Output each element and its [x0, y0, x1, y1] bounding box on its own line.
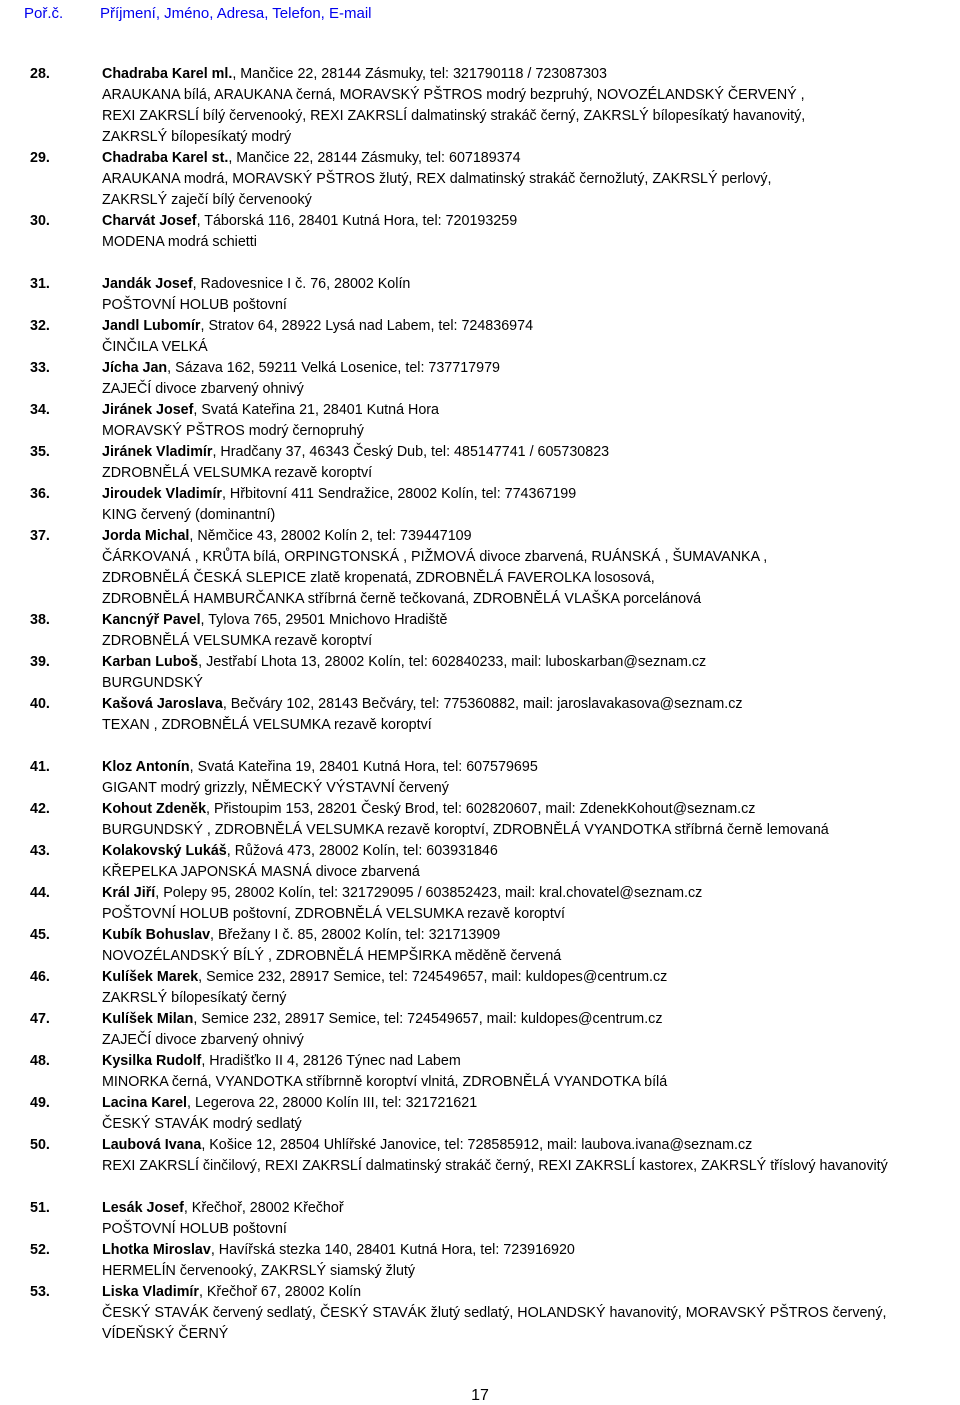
entry-number: 30.: [30, 213, 50, 229]
table-header: [0, 0, 960, 30]
breed-list-line: POŠTOVNÍ HOLUB poštovní: [102, 1221, 287, 1237]
column-header-details: Příjmení, Jméno, Adresa, Telefon, E-mail: [100, 5, 372, 22]
entry-body: [102, 316, 942, 358]
entry-contact-line: [102, 64, 942, 85]
breed-list-line: ZAKRSLÝ bílopesíkatý černý: [102, 990, 287, 1006]
list-item: [0, 799, 960, 841]
entry-number: 53.: [30, 1284, 50, 1300]
entry-body: [102, 211, 942, 253]
entry-contact-line: [102, 1135, 942, 1156]
entry-contact-line: [102, 526, 942, 547]
breeder-contact: , Hradčany 37, 46343 Český Dub, tel: 485147741 / 605730823: [212, 444, 610, 460]
spacer: [0, 736, 960, 757]
entry-number: 46.: [30, 969, 50, 985]
breed-list-line: VÍDEŇSKÝ ČERNÝ: [102, 1326, 229, 1342]
breeder-name: Kašová Jaroslava: [102, 696, 223, 712]
breed-list-line: ČESKÝ STAVÁK modrý sedlatý: [102, 1116, 302, 1132]
entry-contact-line: [102, 1009, 942, 1030]
breeder-contact: , Přistoupim 153, 28201 Český Brod, tel: 602820607, mail: ZdenekKohout@seznam.cz: [206, 801, 756, 817]
breeder-contact: , Křečhoř, 28002 Křečhoř: [183, 1200, 344, 1216]
entry-body: [102, 1240, 942, 1282]
breeder-name: Kysilka Rudolf: [102, 1053, 202, 1069]
entry-contact-line: [102, 925, 942, 946]
entry-body: [102, 358, 942, 400]
entry-contact-line: [102, 1282, 942, 1303]
breeder-contact: , Sázava 162, 59211 Velká Losenice, tel: 737717979: [167, 360, 500, 376]
breeder-contact: , Křečhoř 67, 28002 Kolín: [198, 1284, 362, 1300]
list-item: [0, 757, 960, 799]
entry-contact-line: [102, 799, 942, 820]
entry-number: 45.: [30, 927, 50, 943]
list-item: [0, 1240, 960, 1282]
breeder-contact: , Tylova 765, 29501 Mnichovo Hradiště: [200, 612, 448, 628]
list-item: [0, 1093, 960, 1135]
entry-body: [102, 148, 942, 211]
breed-list-line: REXI ZAKRSLÍ činčilový, REXI ZAKRSLÍ dalmatinský strakáč černý, REXI ZAKRSLÍ kastorex, ZAKRSLÝ tříslový havanovitý: [102, 1158, 888, 1174]
breeder-name: Chadraba Karel st.: [102, 150, 229, 166]
breeder-name: Lacina Karel: [102, 1095, 188, 1111]
breed-list-line: ZDROBNĚLÁ VELSUMKA rezavě koroptví: [102, 633, 373, 649]
entry-body: [102, 526, 942, 610]
breed-list-line: ARAUKANA modrá, MORAVSKÝ PŠTROS žlutý, REX dalmatinský strakáč černožlutý, ZAKRSLÝ perlový,: [102, 171, 772, 187]
breed-list-line: KŘEPELKA JAPONSKÁ MASNÁ divoce zbarvená: [102, 864, 420, 880]
breeder-name: Chadraba Karel ml.: [102, 66, 233, 82]
entry-contact-line: [102, 610, 942, 631]
breed-list-line: ZDROBNĚLÁ ČESKÁ SLEPICE zlatě kropenatá, ZDROBNĚLÁ FAVEROLKA lososová,: [102, 570, 655, 586]
list-item: [0, 841, 960, 883]
breeder-name: Kloz Antonín: [102, 759, 190, 775]
breed-list-line: TEXAN , ZDROBNĚLÁ VELSUMKA rezavě koroptví: [102, 717, 432, 733]
breed-list-line: ZAKRSLÝ zaječí bílý červenooký: [102, 192, 312, 208]
list-item: [0, 484, 960, 526]
page-number: 17: [471, 1387, 489, 1404]
breeder-name: Laubová Ivana: [102, 1137, 202, 1153]
list-item: [0, 610, 960, 652]
entry-number: 28.: [30, 66, 50, 82]
breeder-name: Jícha Jan: [102, 360, 168, 376]
entry-number: 33.: [30, 360, 50, 376]
breeder-name: Král Jiří: [102, 885, 156, 901]
breeder-name: Charvát Josef: [102, 213, 197, 229]
breed-list-line: MORAVSKÝ PŠTROS modrý černopruhý: [102, 423, 364, 439]
entry-contact-line: [102, 1240, 942, 1261]
breed-list-line: ČÁRKOVANÁ , KRŮTA bílá, ORPINGTONSKÁ , PIŽMOVÁ divoce zbarvená, RUÁNSKÁ , ŠUMAVANKA ,: [102, 549, 768, 565]
entry-body: [102, 1198, 942, 1240]
entry-number: 49.: [30, 1095, 50, 1111]
entry-body: [102, 484, 942, 526]
entry-number: 38.: [30, 612, 50, 628]
breeder-name: Kohout Zdeněk: [102, 801, 207, 817]
list-item: [0, 652, 960, 694]
entry-body: [102, 274, 942, 316]
breed-list-line: BURGUNDSKÝ , ZDROBNĚLÁ VELSUMKA rezavě koroptví, ZDROBNĚLÁ VYANDOTKA stříbrná černě lemovaná: [102, 822, 829, 838]
entry-number: 36.: [30, 486, 50, 502]
entry-number: 39.: [30, 654, 50, 670]
breed-list-line: HERMELÍN červenooký, ZAKRSLÝ siamský žlutý: [102, 1263, 416, 1279]
breeder-contact: , Semice 232, 28917 Semice, tel: 724549657, mail: kuldopes@centrum.cz: [198, 969, 668, 985]
entry-body: [102, 1093, 942, 1135]
entry-number: 34.: [30, 402, 50, 418]
entry-contact-line: [102, 652, 942, 673]
entry-number: 37.: [30, 528, 50, 544]
breed-list-line: ZDROBNĚLÁ VELSUMKA rezavě koroptví: [102, 465, 373, 481]
list-item: [0, 1198, 960, 1240]
breeder-contact: , Růžová 473, 28002 Kolín, tel: 603931846: [226, 843, 498, 859]
breeder-contact: , Bečváry 102, 28143 Bečváry, tel: 775360882, mail: jaroslavakasova@seznam.cz: [222, 696, 743, 712]
breeder-contact: , Mančice 22, 28144 Zásmuky, tel: 321790118 / 723087303: [232, 66, 607, 82]
entry-contact-line: [102, 841, 942, 862]
entry-number: 52.: [30, 1242, 50, 1258]
entry-contact-line: [102, 694, 942, 715]
entry-body: [102, 1009, 942, 1051]
entry-number: 48.: [30, 1053, 50, 1069]
entry-body: [102, 925, 942, 967]
list-item: [0, 358, 960, 400]
entry-contact-line: [102, 1093, 942, 1114]
breeder-name: Kubík Bohuslav: [102, 927, 211, 943]
column-header-number: Poř.č.: [24, 5, 64, 22]
entry-number: 29.: [30, 150, 50, 166]
breeder-list: [0, 64, 960, 1345]
entry-number: 40.: [30, 696, 50, 712]
entry-body: [102, 442, 942, 484]
entry-body: [102, 841, 942, 883]
breeder-contact: , Košice 12, 28504 Uhlířské Janovice, tel: 728585912, mail: laubova.ivana@seznam.cz: [201, 1137, 753, 1153]
breeder-contact: , Němčice 43, 28002 Kolín 2, tel: 739447109: [189, 528, 472, 544]
entry-contact-line: [102, 274, 942, 295]
entry-number: 41.: [30, 759, 50, 775]
entry-contact-line: [102, 883, 942, 904]
entry-body: [102, 400, 942, 442]
entry-body: [102, 757, 942, 799]
entry-number: 43.: [30, 843, 50, 859]
entry-body: [102, 64, 942, 148]
list-item: [0, 148, 960, 211]
entry-number: 47.: [30, 1011, 50, 1027]
breeder-contact: , Jestřabí Lhota 13, 28002 Kolín, tel: 602840233, mail: luboskarban@seznam.cz: [198, 654, 707, 670]
entry-contact-line: [102, 400, 942, 421]
entry-body: [102, 799, 942, 841]
entry-body: [102, 883, 942, 925]
breed-list-line: ČINČILA VELKÁ: [102, 339, 208, 355]
list-item: [0, 967, 960, 1009]
entry-body: [102, 1051, 942, 1093]
list-item: [0, 442, 960, 484]
breeder-name: Kulíšek Marek: [102, 969, 199, 985]
entry-number: 42.: [30, 801, 50, 817]
entry-body: [102, 652, 942, 694]
list-item: [0, 526, 960, 610]
entry-number: 44.: [30, 885, 50, 901]
breeder-contact: , Břežany I č. 85, 28002 Kolín, tel: 321713909: [210, 927, 501, 943]
entry-contact-line: [102, 1198, 942, 1219]
list-item: [0, 694, 960, 736]
list-item: [0, 400, 960, 442]
breeder-contact: , Stratov 64, 28922 Lysá nad Labem, tel: 724836974: [200, 318, 534, 334]
breeder-name: Jandák Josef: [102, 276, 193, 292]
spacer: [0, 1177, 960, 1198]
entry-body: [102, 1282, 942, 1345]
breeder-name: Jiránek Josef: [102, 402, 194, 418]
entry-body: [102, 967, 942, 1009]
breeder-name: Kancnýř Pavel: [102, 612, 201, 628]
breed-list-line: ZAKRSLÝ bílopesíkatý modrý: [102, 129, 292, 145]
breeder-contact: , Hradišťko II 4, 28126 Týnec nad Labem: [201, 1053, 461, 1069]
entry-number: 50.: [30, 1137, 50, 1153]
entry-contact-line: [102, 211, 942, 232]
entry-contact-line: [102, 316, 942, 337]
list-item: [0, 1282, 960, 1345]
breeder-name: Jiránek Vladimír: [102, 444, 213, 460]
entry-contact-line: [102, 757, 942, 778]
breeder-contact: , Mančice 22, 28144 Zásmuky, tel: 607189374: [228, 150, 521, 166]
breeder-name: Karban Luboš: [102, 654, 199, 670]
list-item: [0, 1135, 960, 1177]
entry-body: [102, 1135, 942, 1177]
breeder-name: Lesák Josef: [102, 1200, 184, 1216]
breeder-contact: , Havířská stezka 140, 28401 Kutná Hora, tel: 723916920: [210, 1242, 575, 1258]
breeder-name: Kolakovský Lukáš: [102, 843, 227, 859]
breed-list-line: POŠTOVNÍ HOLUB poštovní: [102, 297, 287, 313]
entry-contact-line: [102, 358, 942, 379]
breed-list-line: BURGUNDSKÝ: [102, 675, 203, 691]
breed-list-line: POŠTOVNÍ HOLUB poštovní, ZDROBNĚLÁ VELSUMKA rezavě koroptví: [102, 906, 565, 922]
list-item: [0, 1009, 960, 1051]
entry-number: 31.: [30, 276, 50, 292]
entry-number: 51.: [30, 1200, 50, 1216]
entry-contact-line: [102, 148, 942, 169]
breeder-name: Jorda Michal: [102, 528, 190, 544]
entry-number: 32.: [30, 318, 50, 334]
list-item: [0, 274, 960, 316]
breeder-name: Liska Vladimír: [102, 1284, 199, 1300]
spacer: [0, 253, 960, 274]
breeder-contact: , Radovesnice I č. 76, 28002 Kolín: [192, 276, 411, 292]
breed-list-line: ZDROBNĚLÁ HAMBURČANKA stříbrná černě tečkovaná, ZDROBNĚLÁ VLAŠKA porcelánová: [102, 591, 702, 607]
breeder-contact: , Polepy 95, 28002 Kolín, tel: 321729095 / 603852423, mail: kral.chovatel@seznam.cz: [155, 885, 703, 901]
breeder-name: Jiroudek Vladimír: [102, 486, 222, 502]
entry-contact-line: [102, 442, 942, 463]
breeder-name: Kulíšek Milan: [102, 1011, 194, 1027]
entry-contact-line: [102, 1051, 942, 1072]
entry-contact-line: [102, 967, 942, 988]
breed-list-line: ARAUKANA bílá, ARAUKANA černá, MORAVSKÝ PŠTROS modrý bezpruhý, NOVOZÉLANDSKÝ ČERVENÝ ,: [102, 87, 805, 103]
breeder-contact: , Svatá Kateřina 21, 28401 Kutná Hora: [193, 402, 440, 418]
breed-list-line: MODENA modrá schietti: [102, 234, 257, 250]
breed-list-line: ZAJEČÍ divoce zbarvený ohnivý: [102, 381, 304, 397]
list-item: [0, 211, 960, 253]
entry-contact-line: [102, 484, 942, 505]
breed-list-line: NOVOZÉLANDSKÝ BÍLÝ , ZDROBNĚLÁ HEMPŠIRKA měděně červená: [102, 948, 562, 964]
breeder-contact: , Svatá Kateřina 19, 28401 Kutná Hora, tel: 607579695: [189, 759, 538, 775]
entry-body: [102, 610, 942, 652]
list-item: [0, 64, 960, 148]
breed-list-line: ZAJEČÍ divoce zbarvený ohnivý: [102, 1032, 304, 1048]
breeder-contact: , Legerova 22, 28000 Kolín III, tel: 321721621: [187, 1095, 478, 1111]
breed-list-line: GIGANT modrý grizzly, NĚMECKÝ VÝSTAVNÍ červený: [102, 780, 449, 796]
breeder-contact: , Semice 232, 28917 Semice, tel: 724549657, mail: kuldopes@centrum.cz: [193, 1011, 663, 1027]
list-item: [0, 883, 960, 925]
list-item: [0, 925, 960, 967]
entry-number: 35.: [30, 444, 50, 460]
breeder-name: Jandl Lubomír: [102, 318, 201, 334]
breeder-name: Lhotka Miroslav: [102, 1242, 211, 1258]
breed-list-line: MINORKA černá, VYANDOTKA stříbrnně koroptví vlnitá, ZDROBNĚLÁ VYANDOTKA bílá: [102, 1074, 668, 1090]
breeder-contact: , Táborská 116, 28401 Kutná Hora, tel: 720193259: [196, 213, 518, 229]
list-item: [0, 316, 960, 358]
entry-body: [102, 694, 942, 736]
breed-list-line: REXI ZAKRSLÍ bílý červenooký, REXI ZAKRSLÍ dalmatinský strakáč černý, ZAKRSLÝ bílopesíkatý havanovitý,: [102, 108, 806, 124]
breed-list-line: KING červený (dominantní): [102, 507, 276, 523]
list-item: [0, 1051, 960, 1093]
breed-list-line: ČESKÝ STAVÁK červený sedlatý, ČESKÝ STAVÁK žlutý sedlatý, HOLANDSKÝ havanovitý, MORAVSKÝ PŠTROS červený,: [102, 1305, 887, 1321]
breeder-contact: , Hřbitovní 411 Sendražice, 28002 Kolín, tel: 774367199: [221, 486, 577, 502]
